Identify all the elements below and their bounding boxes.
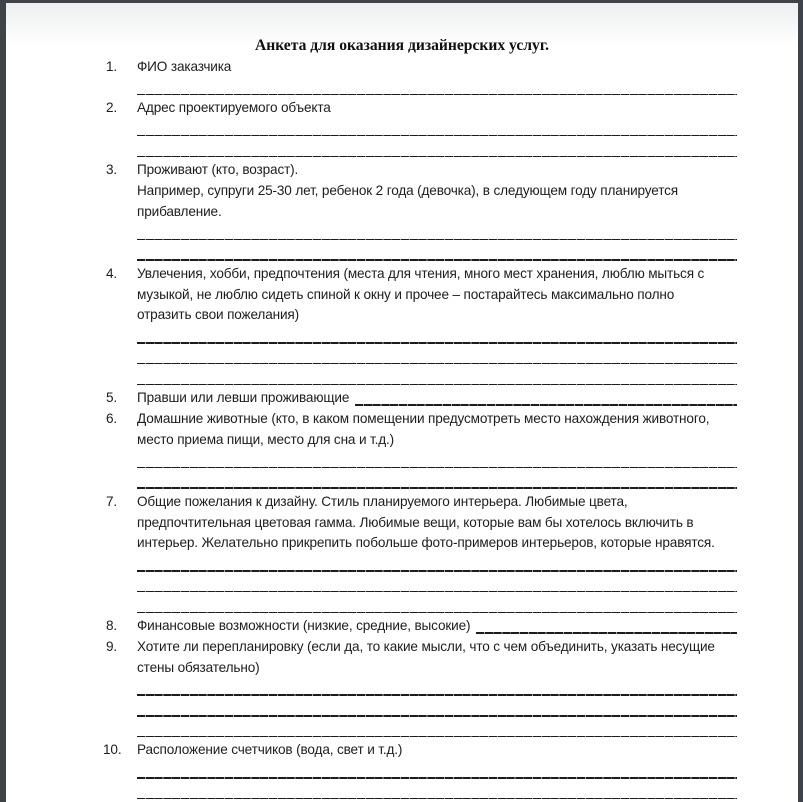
answer-line — [137, 342, 737, 343]
item-text: Общие пожелания к дизайну. Стиль планируемого интерьера. Любимые цвета, — [137, 493, 628, 509]
item-text-continuation — [137, 202, 737, 223]
item-text: Хотите ли перепланировку (если да, то какие мысли, что с чем объединить, указать несущие — [137, 638, 715, 654]
answer-line-row — [137, 782, 737, 802]
answer-line-row — [137, 678, 737, 699]
list-item-8 — [106, 616, 737, 637]
item-text: Правши или левши проживающие — [137, 390, 350, 406]
answer-line — [137, 384, 737, 385]
document-title-text: Анкета для оказания дизайнерских услуг. — [254, 37, 550, 54]
document-content — [103, 36, 737, 802]
item-number: 10. — [103, 742, 122, 758]
list-item-10 — [103, 740, 737, 761]
item-number: 9. — [106, 638, 118, 654]
answer-line — [137, 736, 737, 737]
item-text-continuation — [137, 658, 737, 679]
answer-line — [137, 612, 737, 613]
list-item-4 — [106, 264, 737, 285]
item-text-continuation — [137, 533, 737, 554]
answer-line — [137, 715, 737, 716]
item-number: 6. — [106, 410, 118, 426]
item-text: Увлечения, хобби, предпочтения (места для чтения, много мест хранения, люблю мыться с — [137, 265, 705, 281]
answer-line-row — [137, 243, 737, 264]
list-item-7 — [106, 492, 737, 513]
list-item-3 — [106, 160, 737, 181]
answer-line-row — [137, 368, 737, 389]
item-text: Финансовые возможности (низкие, средние, высокие) — [137, 618, 471, 634]
item-text: ФИО заказчика — [137, 58, 232, 74]
answer-line — [137, 591, 737, 592]
answer-line-row — [137, 77, 737, 98]
answer-line — [137, 239, 737, 240]
answer-line — [137, 777, 737, 778]
item-text: Расположение счетчиков (вода, свет и т.д.) — [137, 742, 403, 758]
answer-line-row — [137, 575, 737, 596]
item-number: 5. — [106, 390, 118, 406]
item-text: музыкой, не люблю сидеть спиной к окну и прочее – постарайтесь максимально полно — [137, 286, 675, 302]
answer-line — [355, 404, 737, 405]
answer-line-row — [137, 222, 737, 243]
answer-line — [137, 570, 737, 571]
answer-line-row — [137, 326, 737, 347]
answer-line-row — [137, 699, 737, 720]
answer-line-row — [137, 761, 737, 782]
answer-line — [137, 259, 737, 260]
answer-line-row — [137, 595, 737, 616]
answer-line — [137, 135, 737, 136]
item-text: Например, супруги 25-30 лет, ребенок 2 года (девочка), в следующем году планируется — [137, 183, 679, 199]
item-text-continuation — [137, 305, 737, 326]
item-text: прибавление. — [137, 203, 222, 219]
list-item-5 — [106, 388, 737, 409]
item-number: 1. — [106, 58, 118, 74]
answer-line-row — [137, 140, 737, 161]
item-number: 4. — [106, 265, 118, 281]
answer-line — [476, 632, 737, 633]
answer-line — [137, 798, 737, 799]
document-title — [6, 36, 798, 57]
item-text-continuation — [137, 430, 737, 451]
answer-line-row — [137, 347, 737, 368]
answer-line — [137, 487, 737, 488]
item-number: 3. — [106, 162, 118, 178]
answer-line — [137, 156, 737, 157]
item-text: Проживают (кто, возраст). — [137, 162, 299, 178]
list-item-6 — [106, 409, 737, 430]
item-text: предпочтительная цветовая гамма. Любимые вещи, которые вам бы хотелось включить в — [137, 514, 694, 530]
item-number: 2. — [106, 100, 118, 116]
answer-line-row — [137, 720, 737, 741]
answer-line — [137, 363, 737, 364]
item-text: отразить свои пожелания) — [137, 307, 300, 323]
answer-line — [137, 94, 737, 95]
list-item-9 — [106, 637, 737, 658]
answer-line-row — [137, 450, 737, 471]
item-text: Адрес проектируемого объекта — [137, 100, 331, 116]
item-text: стены обязательно) — [137, 659, 260, 675]
item-text: Домашние животные (кто, в каком помещении предусмотреть место нахождения животного, — [137, 410, 710, 426]
answer-line — [137, 694, 737, 695]
item-number: 8. — [106, 618, 118, 634]
item-text-continuation — [137, 181, 737, 202]
answer-line-row — [137, 471, 737, 492]
list-item-1 — [106, 57, 737, 78]
item-text-continuation — [137, 285, 737, 306]
answer-line — [137, 467, 737, 468]
answer-line-row — [137, 554, 737, 575]
item-text-continuation — [137, 513, 737, 534]
document-page — [6, 3, 798, 802]
list-item-2 — [106, 98, 737, 119]
item-number: 7. — [106, 493, 118, 509]
item-text: интерьер. Желательно прикрепить побольше фото-примеров интерьеров, которые нравятся. — [137, 535, 715, 551]
answer-line-row — [137, 119, 737, 140]
item-text: место приема пищи, место для сна и т.д.) — [137, 431, 395, 447]
